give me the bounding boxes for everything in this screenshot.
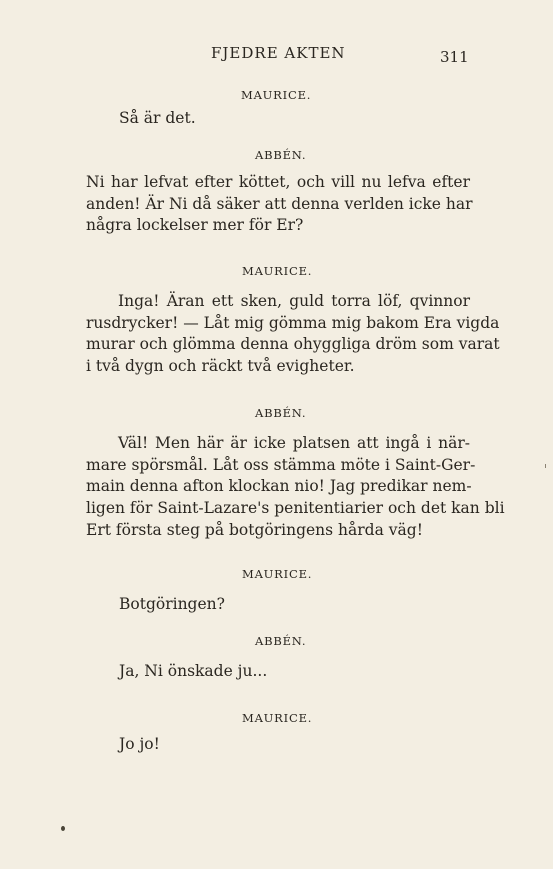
speech-paragraph <box>86 172 473 237</box>
speech-line: anden! Är Ni då säker att denna verlden icke har <box>86 194 473 213</box>
speech-line: Jo jo! <box>119 735 160 753</box>
speech-line: Så är det. <box>119 109 196 127</box>
speech-line: några lockelser mer för Er? <box>86 216 304 235</box>
speech-line: ligen för Saint-Lazare's penitentiarier och det kan bli <box>86 499 505 518</box>
speech-line: Väl! Men här är icke platsen att ingå i när- <box>118 434 470 452</box>
speech-line: Ja, Ni önskade ju... <box>119 662 268 680</box>
speaker-name: MAURICE. <box>242 711 313 725</box>
speaker-name: ABBÉN. <box>255 406 307 420</box>
speech-line: murar och glömma denna ohyggliga dröm som varat <box>86 335 500 354</box>
running-head: FJEDRE AKTEN <box>211 44 346 62</box>
speaker-name: MAURICE. <box>242 567 313 581</box>
speaker-name: ABBÉN. <box>255 634 307 648</box>
speech-line: i två dygn och räckt två evigheter. <box>86 357 355 376</box>
margin-mark <box>545 464 546 468</box>
speech-line: Ni har lefvat efter köttet, och vill nu lefva efter <box>86 173 470 191</box>
speech-line: Botgöringen? <box>119 595 225 613</box>
speech-paragraph <box>86 291 500 378</box>
speaker-name: ABBÉN. <box>255 148 307 162</box>
speech-line: Inga! Äran ett sken, guld torra löf, qvinnor <box>118 292 470 310</box>
speech-line: mare spörsmål. Låt oss stämma möte i Saint-Ger- <box>86 455 476 474</box>
speech-line: rusdrycker! — Låt mig gömma mig bakom Era vigda <box>86 313 500 332</box>
page-number: 311 <box>440 48 469 66</box>
ink-speck <box>61 826 65 831</box>
speaker-name: MAURICE. <box>242 264 313 278</box>
speech-paragraph <box>86 433 505 542</box>
speech-line: main denna afton klockan nio! Jag predikar nem- <box>86 477 472 496</box>
speaker-name: MAURICE. <box>241 88 312 102</box>
speech-line: Ert första steg på botgöringens hårda väg! <box>86 520 423 539</box>
